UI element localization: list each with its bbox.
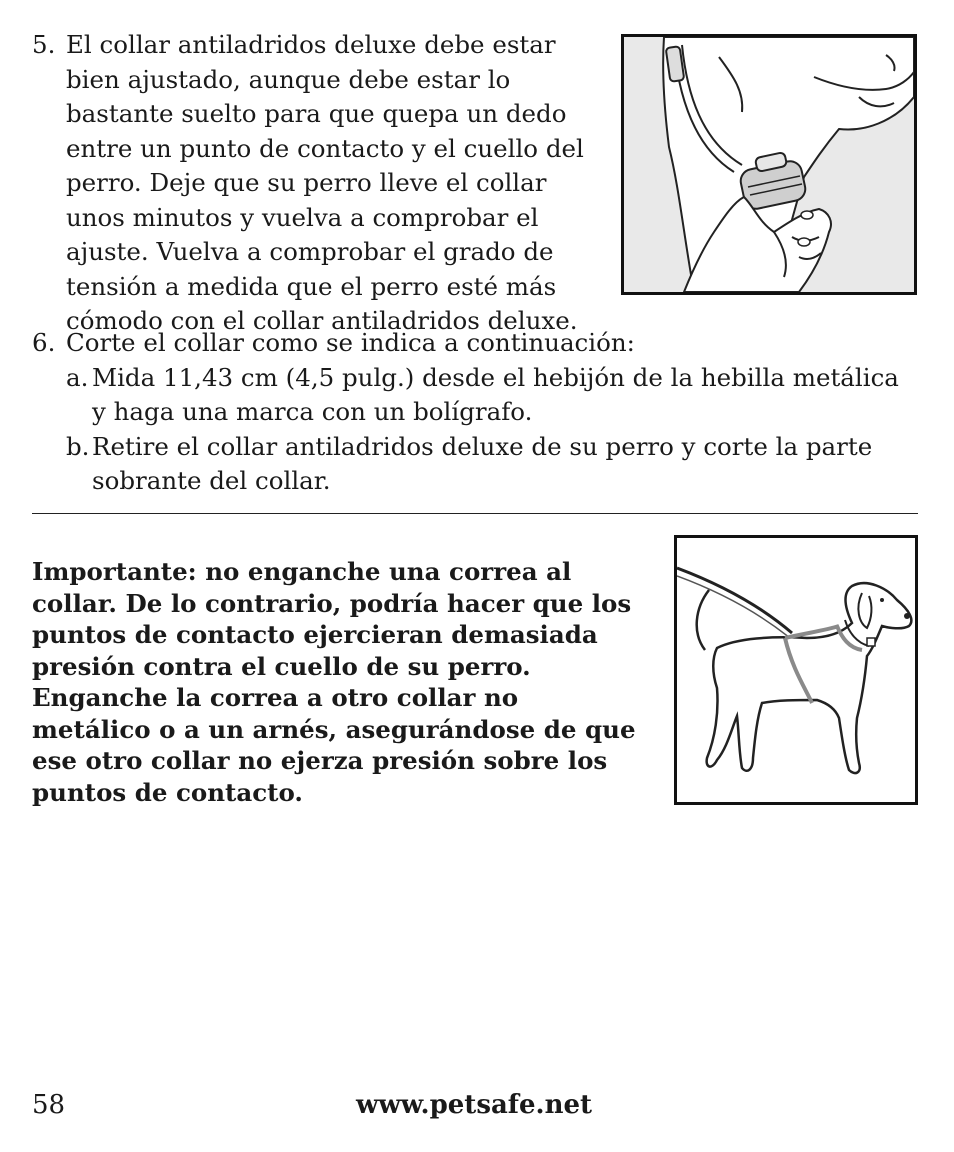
page-number: 58 <box>32 1090 66 1120</box>
substep-b <box>66 430 912 499</box>
substep-b-letter: b. <box>66 431 90 461</box>
important-notice: Importante: no enganche una correa al collar. De lo contrario, podría hacer que los puntos de contacto ejercieran demasiada presión contra el cuello de su perro. Enganche la correa a otro collar no metálico o a un arnés, asegurándose de que ese otro collar no ejerza presión sobre los puntos de contacto. <box>32 557 636 807</box>
step-6 <box>32 326 912 499</box>
footer-url: www.petsafe.net <box>356 1090 593 1120</box>
step-6-number: 6. <box>32 328 56 357</box>
collar-fit-drawing <box>624 37 914 292</box>
collar-fit-illustration <box>621 34 917 295</box>
substep-a <box>66 361 912 430</box>
step-5-text: El collar antiladridos deluxe debe estar bien ajustado, aunque debe estar lo bastante suelto para que quepa un dedo entre un punto de contacto y el cuello del perro. Deje que su perro lleve el collar unos minutos y vuelva a comprobar el ajuste. Vuelva a comprobar el grado de tensión a medida que el perro esté más cómodo con el collar antiladridos deluxe. <box>66 30 584 335</box>
section-divider <box>32 513 918 514</box>
step-6-text: Corte el collar como se indica a continuación: <box>66 328 635 357</box>
substep-a-text: Mida 11,43 cm (4,5 pulg.) desde el hebijón de la hebilla metálica y haga una marca con un bolígrafo. <box>92 362 899 426</box>
dog-harness-drawing <box>677 538 915 802</box>
substep-b-text: Retire el collar antiladridos deluxe de su perro y corte la parte sobrante del collar. <box>92 431 873 495</box>
step-5-number: 5. <box>32 30 56 59</box>
substep-a-letter: a. <box>66 362 89 392</box>
dog-harness-illustration <box>674 535 918 805</box>
step-5 <box>32 28 612 339</box>
